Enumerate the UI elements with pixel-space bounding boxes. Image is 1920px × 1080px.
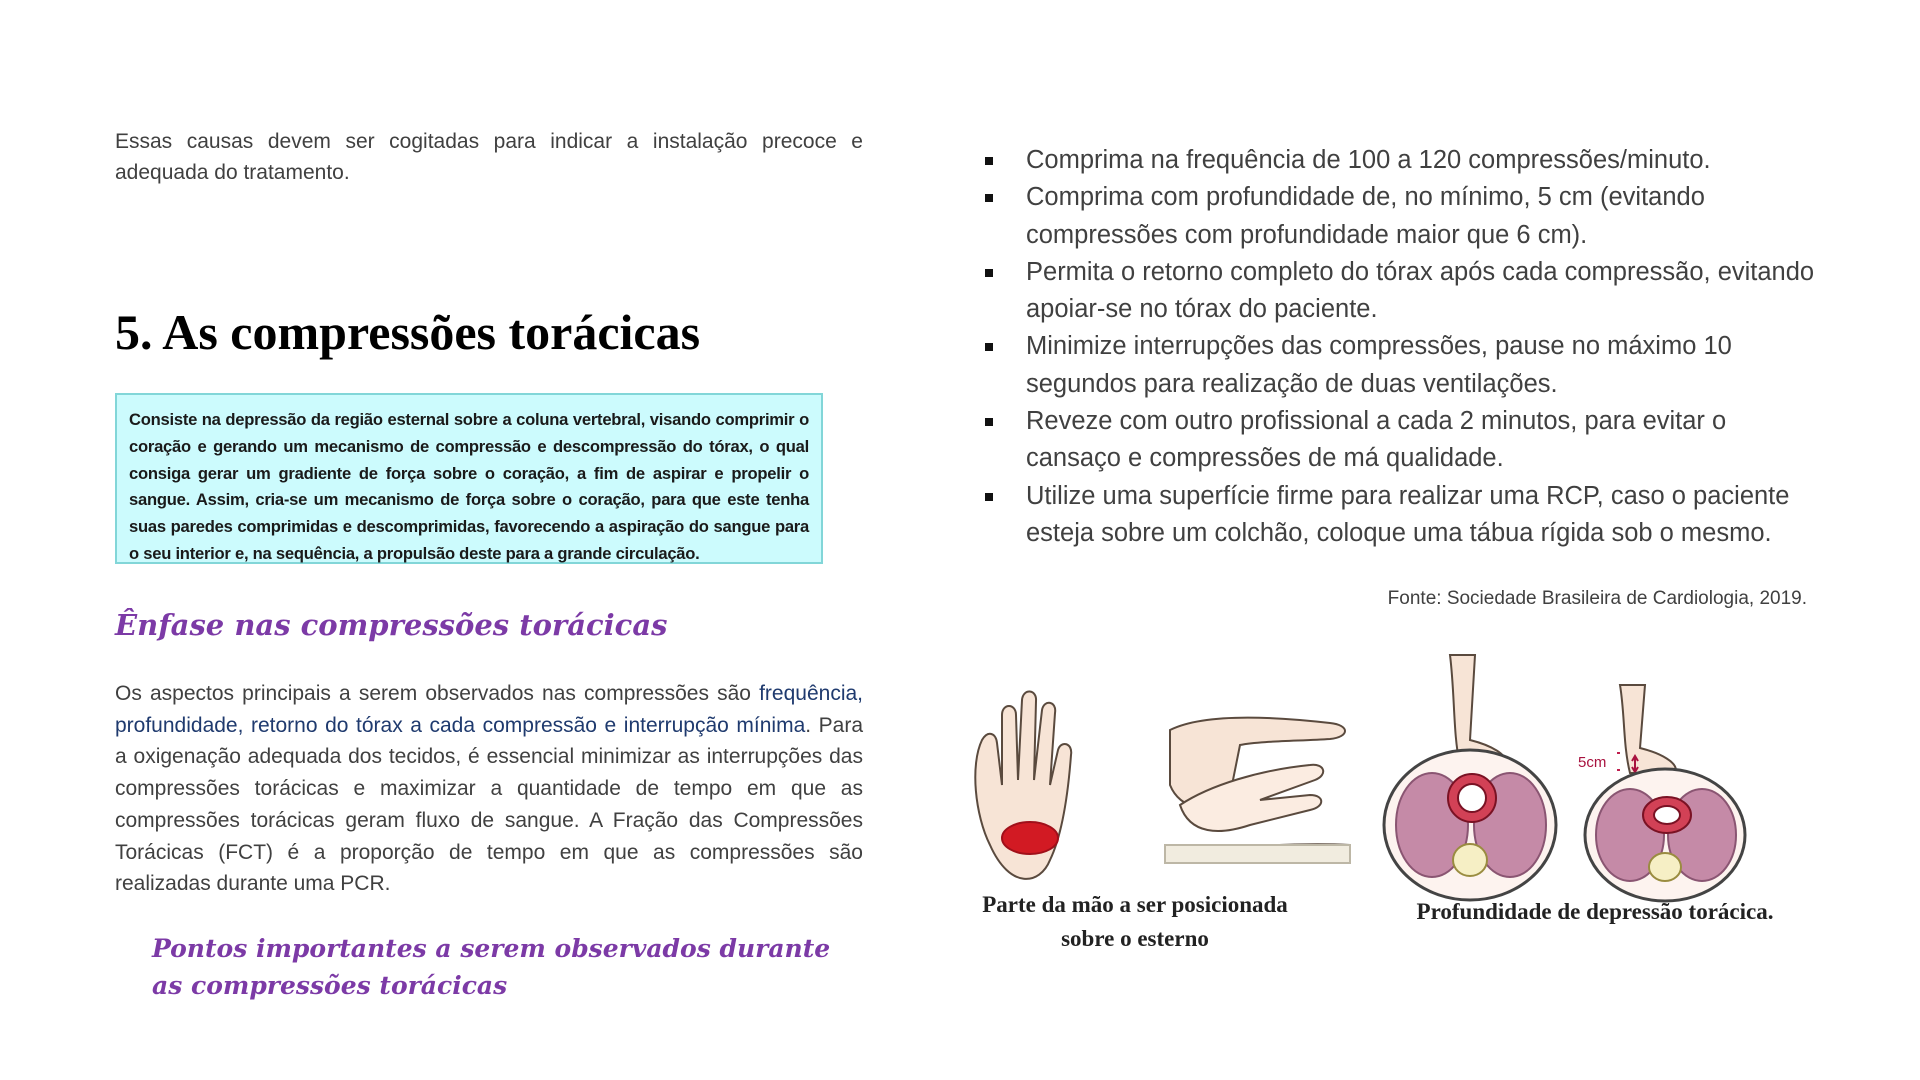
aspects-lead: Os aspectos principais a serem observados nas compressões são [115, 682, 760, 705]
depth-label: 5cm [1578, 754, 1607, 771]
section-heading: 5. As compressões torácicas [115, 304, 701, 360]
square-bullet-icon [985, 343, 993, 351]
points-title: Pontos importantes a serem observados durante as compressões torácicas [152, 934, 831, 1000]
bullet-text: Permita o retorno completo do tórax após cada compressão, evitando apoiar-se no tórax do paciente. [1026, 257, 1815, 324]
chest-section-image [1384, 655, 1556, 900]
bullet-item [980, 142, 1820, 179]
bullet-text: Comprima com profundidade de, no mínimo, 5 cm (evitando compressões com profundidade maior que 6 cm). [1026, 183, 1705, 249]
bullet-item [980, 478, 1820, 553]
bullet-text: Utilize uma superfície firme para realizar uma RCP, caso o paciente esteja sobre um colchão, coloque uma tábua rígida sob o mesmo. [1026, 481, 1790, 547]
definition-box [115, 393, 823, 564]
emphasis-title: Ênfase nas compressões torácicas [115, 608, 668, 642]
bullet-item [980, 328, 1820, 403]
bullet-item [980, 179, 1820, 254]
aspects-rest: . Para a oxigenação adequada dos tecidos, é essencial minimizar as interrupções das compressões torácicas e maximizar a quantidade de tempo em que as compressões torácicas geram fluxo de sangue. A Fração das Compressões Torácicas (FCT) é a proporção de tempo em que as compressões são realizadas durante uma PCR. [115, 713, 864, 896]
square-bullet-icon [985, 194, 993, 202]
source-citation: Fonte: Sociedade Brasileira de Cardiologia, 2019. [1387, 588, 1807, 609]
caption-compression-depth: Profundidade de depressão torácica. [1416, 899, 1774, 924]
chest-compressed-image [1577, 685, 1745, 901]
square-bullet-icon [985, 418, 993, 426]
square-bullet-icon [985, 269, 993, 277]
definition-text: Consiste na depressão da região esternal sobre a coluna vertebral, visando comprimir o coração e gerando um mecanismo de compressão e descompressão do tórax, o qual consiga gerar um gradiente de força sobre o coração, a fim de aspirar e propelir o sangue. Assim, cria-se um mecanismo de força sobre o coração, para que este tenha suas paredes comprimidas e descomprimidas, favorecendo a aspiração do sangue para o seu interior e, na sequência, a propulsão deste para a grande circulação. [129, 410, 809, 563]
caption-hand-position: Parte da mão a ser posicionada sobre o esterno [982, 892, 1288, 951]
bullet-item [980, 254, 1820, 329]
aspects-paragraph [115, 678, 863, 900]
bullet-item [980, 403, 1820, 478]
square-bullet-icon [985, 493, 993, 501]
aspects-highlight: frequência, profundidade, retorno do tórax a cada compressão e interrupção mínima [115, 682, 863, 737]
square-bullet-icon [985, 157, 993, 165]
intro-paragraph: Essas causas devem ser cogitadas para indicar a instalação precoce e adequada do tratamento. [115, 130, 863, 184]
hand-palm-image [975, 691, 1071, 878]
bullet-text: Reveze com outro profissional a cada 2 minutos, para evitar o cansaço e compressões de má qualidade. [1026, 407, 1727, 473]
bullet-text: Minimize interrupções das compressões, pause no máximo 10 segundos para realização de duas ventilações. [1026, 332, 1732, 398]
bullet-text: Comprima na frequência de 100 a 120 compressões/minuto. [1026, 146, 1711, 174]
hands-on-sternum-image [1165, 718, 1350, 863]
bullet-list [980, 142, 1820, 552]
